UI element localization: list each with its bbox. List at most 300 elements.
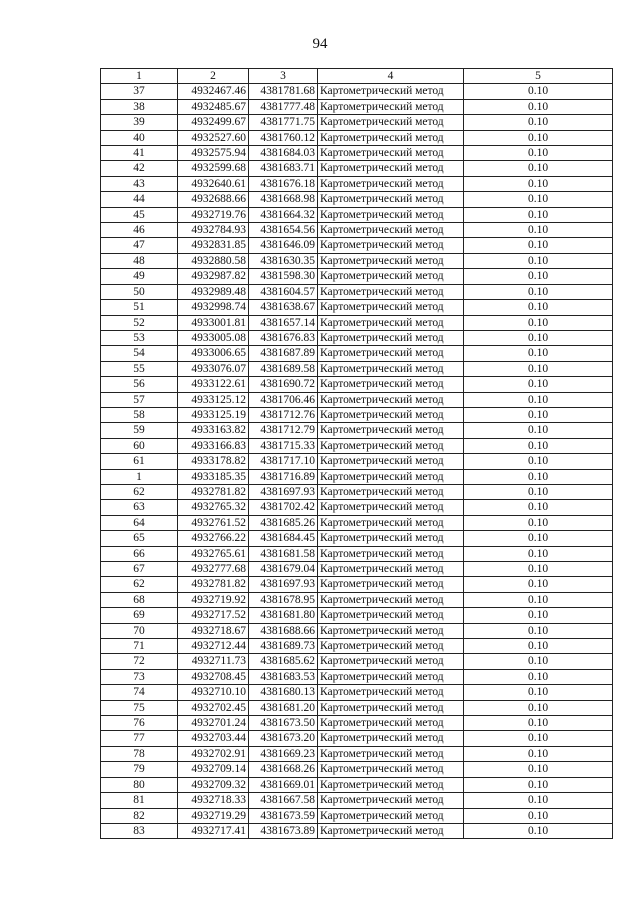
x-coordinate-cell: 4932702.45	[178, 700, 249, 715]
method-cell: Картометрический метод	[318, 130, 464, 145]
table-row	[101, 639, 613, 654]
point-number-cell: 52	[101, 315, 178, 330]
point-number-cell: 45	[101, 207, 178, 222]
accuracy-cell: 0.10	[464, 546, 613, 561]
method-cell: Картометрический метод	[318, 608, 464, 623]
method-cell: Картометрический метод	[318, 315, 464, 330]
accuracy-cell: 0.10	[464, 685, 613, 700]
point-number-cell: 83	[101, 823, 178, 838]
table-row	[101, 608, 613, 623]
point-number-cell: 50	[101, 284, 178, 299]
y-coordinate-cell: 4381712.79	[249, 423, 318, 438]
x-coordinate-cell: 4933185.35	[178, 469, 249, 484]
x-coordinate-cell: 4932717.52	[178, 608, 249, 623]
y-coordinate-cell: 4381664.32	[249, 207, 318, 222]
table-body	[101, 84, 613, 839]
x-coordinate-cell: 4932761.52	[178, 515, 249, 530]
x-coordinate-cell: 4933178.82	[178, 454, 249, 469]
table-row	[101, 685, 613, 700]
accuracy-cell: 0.10	[464, 300, 613, 315]
point-number-cell: 71	[101, 639, 178, 654]
point-number-cell: 80	[101, 777, 178, 792]
method-cell: Картометрический метод	[318, 777, 464, 792]
x-coordinate-cell: 4933163.82	[178, 423, 249, 438]
x-coordinate-cell: 4932711.73	[178, 654, 249, 669]
y-coordinate-cell: 4381685.26	[249, 515, 318, 530]
header-col-5: 5	[464, 69, 613, 84]
y-coordinate-cell: 4381654.56	[249, 223, 318, 238]
point-number-cell: 70	[101, 623, 178, 638]
x-coordinate-cell: 4933005.08	[178, 330, 249, 345]
y-coordinate-cell: 4381688.66	[249, 623, 318, 638]
x-coordinate-cell: 4932781.82	[178, 484, 249, 499]
y-coordinate-cell: 4381689.73	[249, 639, 318, 654]
point-number-cell: 82	[101, 808, 178, 823]
x-coordinate-cell: 4932831.85	[178, 238, 249, 253]
table-row	[101, 130, 613, 145]
method-cell: Картометрический метод	[318, 238, 464, 253]
accuracy-cell: 0.10	[464, 808, 613, 823]
y-coordinate-cell: 4381630.35	[249, 253, 318, 268]
accuracy-cell: 0.10	[464, 731, 613, 746]
y-coordinate-cell: 4381681.20	[249, 700, 318, 715]
x-coordinate-cell: 4932777.68	[178, 562, 249, 577]
point-number-cell: 76	[101, 716, 178, 731]
accuracy-cell: 0.10	[464, 793, 613, 808]
accuracy-cell: 0.10	[464, 377, 613, 392]
x-coordinate-cell: 4932719.29	[178, 808, 249, 823]
accuracy-cell: 0.10	[464, 469, 613, 484]
table-row	[101, 454, 613, 469]
table-row	[101, 300, 613, 315]
table-row	[101, 823, 613, 838]
method-cell: Картометрический метод	[318, 592, 464, 607]
accuracy-cell: 0.10	[464, 115, 613, 130]
table-row	[101, 484, 613, 499]
method-cell: Картометрический метод	[318, 269, 464, 284]
point-number-cell: 60	[101, 438, 178, 453]
x-coordinate-cell: 4932987.82	[178, 269, 249, 284]
y-coordinate-cell: 4381697.93	[249, 484, 318, 499]
accuracy-cell: 0.10	[464, 346, 613, 361]
table-row	[101, 176, 613, 191]
x-coordinate-cell: 4932880.58	[178, 253, 249, 268]
accuracy-cell: 0.10	[464, 484, 613, 499]
accuracy-cell: 0.10	[464, 223, 613, 238]
y-coordinate-cell: 4381604.57	[249, 284, 318, 299]
table-row	[101, 223, 613, 238]
table-row	[101, 500, 613, 515]
method-cell: Картометрический метод	[318, 192, 464, 207]
method-cell: Картометрический метод	[318, 99, 464, 114]
table-row	[101, 207, 613, 222]
y-coordinate-cell: 4381685.62	[249, 654, 318, 669]
table-row	[101, 592, 613, 607]
x-coordinate-cell: 4932989.48	[178, 284, 249, 299]
x-coordinate-cell: 4932709.32	[178, 777, 249, 792]
table-row	[101, 716, 613, 731]
y-coordinate-cell: 4381638.67	[249, 300, 318, 315]
x-coordinate-cell: 4932710.10	[178, 685, 249, 700]
method-cell: Картометрический метод	[318, 207, 464, 222]
method-cell: Картометрический метод	[318, 716, 464, 731]
table-row	[101, 392, 613, 407]
table-row	[101, 808, 613, 823]
x-coordinate-cell: 4932709.14	[178, 762, 249, 777]
accuracy-cell: 0.10	[464, 515, 613, 530]
y-coordinate-cell: 4381680.13	[249, 685, 318, 700]
accuracy-cell: 0.10	[464, 762, 613, 777]
y-coordinate-cell: 4381684.03	[249, 146, 318, 161]
table-row	[101, 469, 613, 484]
method-cell: Картометрический метод	[318, 161, 464, 176]
method-cell: Картометрический метод	[318, 407, 464, 422]
x-coordinate-cell: 4933122.61	[178, 377, 249, 392]
point-number-cell: 54	[101, 346, 178, 361]
header-col-4: 4	[318, 69, 464, 84]
table-row	[101, 84, 613, 99]
point-number-cell: 78	[101, 746, 178, 761]
method-cell: Картометрический метод	[318, 438, 464, 453]
accuracy-cell: 0.10	[464, 639, 613, 654]
accuracy-cell: 0.10	[464, 161, 613, 176]
point-number-cell: 38	[101, 99, 178, 114]
point-number-cell: 51	[101, 300, 178, 315]
method-cell: Картометрический метод	[318, 500, 464, 515]
y-coordinate-cell: 4381678.95	[249, 592, 318, 607]
y-coordinate-cell: 4381697.93	[249, 577, 318, 592]
coordinates-table	[100, 68, 613, 839]
table-row	[101, 762, 613, 777]
method-cell: Картометрический метод	[318, 454, 464, 469]
y-coordinate-cell: 4381673.89	[249, 823, 318, 838]
table-row	[101, 161, 613, 176]
accuracy-cell: 0.10	[464, 146, 613, 161]
point-number-cell: 57	[101, 392, 178, 407]
point-number-cell: 58	[101, 407, 178, 422]
table-row	[101, 562, 613, 577]
method-cell: Картометрический метод	[318, 330, 464, 345]
method-cell: Картометрический метод	[318, 577, 464, 592]
point-number-cell: 53	[101, 330, 178, 345]
accuracy-cell: 0.10	[464, 669, 613, 684]
x-coordinate-cell: 4932718.67	[178, 623, 249, 638]
table-row	[101, 99, 613, 114]
point-number-cell: 56	[101, 377, 178, 392]
accuracy-cell: 0.10	[464, 330, 613, 345]
method-cell: Картометрический метод	[318, 423, 464, 438]
x-coordinate-cell: 4933125.12	[178, 392, 249, 407]
accuracy-cell: 0.10	[464, 592, 613, 607]
x-coordinate-cell: 4932766.22	[178, 531, 249, 546]
y-coordinate-cell: 4381683.53	[249, 669, 318, 684]
x-coordinate-cell: 4932688.66	[178, 192, 249, 207]
y-coordinate-cell: 4381667.58	[249, 793, 318, 808]
point-number-cell: 73	[101, 669, 178, 684]
method-cell: Картометрический метод	[318, 392, 464, 407]
y-coordinate-cell: 4381681.58	[249, 546, 318, 561]
table-row	[101, 361, 613, 376]
y-coordinate-cell: 4381657.14	[249, 315, 318, 330]
accuracy-cell: 0.10	[464, 238, 613, 253]
table-row	[101, 777, 613, 792]
accuracy-cell: 0.10	[464, 192, 613, 207]
x-coordinate-cell: 4932719.76	[178, 207, 249, 222]
method-cell: Картометрический метод	[318, 146, 464, 161]
method-cell: Картометрический метод	[318, 623, 464, 638]
method-cell: Картометрический метод	[318, 669, 464, 684]
method-cell: Картометрический метод	[318, 823, 464, 838]
accuracy-cell: 0.10	[464, 531, 613, 546]
point-number-cell: 62	[101, 484, 178, 499]
method-cell: Картометрический метод	[318, 300, 464, 315]
method-cell: Картометрический метод	[318, 361, 464, 376]
point-number-cell: 49	[101, 269, 178, 284]
y-coordinate-cell: 4381715.33	[249, 438, 318, 453]
y-coordinate-cell: 4381781.68	[249, 84, 318, 99]
y-coordinate-cell: 4381717.10	[249, 454, 318, 469]
accuracy-cell: 0.10	[464, 623, 613, 638]
x-coordinate-cell: 4932575.94	[178, 146, 249, 161]
accuracy-cell: 0.10	[464, 284, 613, 299]
accuracy-cell: 0.10	[464, 84, 613, 99]
point-number-cell: 65	[101, 531, 178, 546]
point-number-cell: 39	[101, 115, 178, 130]
method-cell: Картометрический метод	[318, 731, 464, 746]
point-number-cell: 81	[101, 793, 178, 808]
x-coordinate-cell: 4932784.93	[178, 223, 249, 238]
accuracy-cell: 0.10	[464, 361, 613, 376]
y-coordinate-cell: 4381669.23	[249, 746, 318, 761]
y-coordinate-cell: 4381668.26	[249, 762, 318, 777]
y-coordinate-cell: 4381676.18	[249, 176, 318, 191]
point-number-cell: 69	[101, 608, 178, 623]
x-coordinate-cell: 4932718.33	[178, 793, 249, 808]
method-cell: Картометрический метод	[318, 115, 464, 130]
header-col-3: 3	[249, 69, 318, 84]
table-row	[101, 146, 613, 161]
table-row	[101, 546, 613, 561]
point-number-cell: 77	[101, 731, 178, 746]
accuracy-cell: 0.10	[464, 654, 613, 669]
point-number-cell: 79	[101, 762, 178, 777]
table-row	[101, 700, 613, 715]
method-cell: Картометрический метод	[318, 762, 464, 777]
method-cell: Картометрический метод	[318, 639, 464, 654]
accuracy-cell: 0.10	[464, 176, 613, 191]
table-row	[101, 407, 613, 422]
y-coordinate-cell: 4381673.20	[249, 731, 318, 746]
table-row	[101, 269, 613, 284]
method-cell: Картометрический метод	[318, 469, 464, 484]
y-coordinate-cell: 4381673.59	[249, 808, 318, 823]
point-number-cell: 64	[101, 515, 178, 530]
method-cell: Картометрический метод	[318, 808, 464, 823]
x-coordinate-cell: 4933166.83	[178, 438, 249, 453]
method-cell: Картометрический метод	[318, 515, 464, 530]
method-cell: Картометрический метод	[318, 176, 464, 191]
table-row	[101, 623, 613, 638]
point-number-cell: 1	[101, 469, 178, 484]
x-coordinate-cell: 4932599.68	[178, 161, 249, 176]
table-row	[101, 346, 613, 361]
y-coordinate-cell: 4381598.30	[249, 269, 318, 284]
x-coordinate-cell: 4933076.07	[178, 361, 249, 376]
header-col-2: 2	[178, 69, 249, 84]
y-coordinate-cell: 4381683.71	[249, 161, 318, 176]
point-number-cell: 63	[101, 500, 178, 515]
accuracy-cell: 0.10	[464, 253, 613, 268]
point-number-cell: 44	[101, 192, 178, 207]
accuracy-cell: 0.10	[464, 315, 613, 330]
point-number-cell: 67	[101, 562, 178, 577]
table-row	[101, 654, 613, 669]
point-number-cell: 48	[101, 253, 178, 268]
y-coordinate-cell: 4381702.42	[249, 500, 318, 515]
accuracy-cell: 0.10	[464, 392, 613, 407]
y-coordinate-cell: 4381687.89	[249, 346, 318, 361]
method-cell: Картометрический метод	[318, 223, 464, 238]
accuracy-cell: 0.10	[464, 423, 613, 438]
y-coordinate-cell: 4381771.75	[249, 115, 318, 130]
point-number-cell: 40	[101, 130, 178, 145]
method-cell: Картометрический метод	[318, 562, 464, 577]
x-coordinate-cell: 4933125.19	[178, 407, 249, 422]
table-row	[101, 330, 613, 345]
point-number-cell: 41	[101, 146, 178, 161]
table-row	[101, 577, 613, 592]
method-cell: Картометрический метод	[318, 546, 464, 561]
point-number-cell: 42	[101, 161, 178, 176]
accuracy-cell: 0.10	[464, 823, 613, 838]
table-row	[101, 793, 613, 808]
table-row	[101, 192, 613, 207]
y-coordinate-cell: 4381679.04	[249, 562, 318, 577]
table-row	[101, 423, 613, 438]
method-cell: Картометрический метод	[318, 793, 464, 808]
x-coordinate-cell: 4932701.24	[178, 716, 249, 731]
method-cell: Картометрический метод	[318, 531, 464, 546]
method-cell: Картометрический метод	[318, 284, 464, 299]
y-coordinate-cell: 4381760.12	[249, 130, 318, 145]
page-number: 94	[312, 36, 328, 52]
y-coordinate-cell: 4381673.50	[249, 716, 318, 731]
point-number-cell: 37	[101, 84, 178, 99]
table-row	[101, 253, 613, 268]
x-coordinate-cell: 4932499.67	[178, 115, 249, 130]
accuracy-cell: 0.10	[464, 777, 613, 792]
x-coordinate-cell: 4932717.41	[178, 823, 249, 838]
table-header	[101, 69, 613, 84]
y-coordinate-cell: 4381716.89	[249, 469, 318, 484]
accuracy-cell: 0.10	[464, 746, 613, 761]
accuracy-cell: 0.10	[464, 500, 613, 515]
x-coordinate-cell: 4932708.45	[178, 669, 249, 684]
x-coordinate-cell: 4932640.61	[178, 176, 249, 191]
x-coordinate-cell: 4932719.92	[178, 592, 249, 607]
table-row	[101, 377, 613, 392]
method-cell: Картометрический метод	[318, 484, 464, 499]
y-coordinate-cell: 4381706.46	[249, 392, 318, 407]
accuracy-cell: 0.10	[464, 269, 613, 284]
point-number-cell: 55	[101, 361, 178, 376]
x-coordinate-cell: 4932781.82	[178, 577, 249, 592]
point-number-cell: 59	[101, 423, 178, 438]
method-cell: Картометрический метод	[318, 700, 464, 715]
method-cell: Картометрический метод	[318, 685, 464, 700]
accuracy-cell: 0.10	[464, 207, 613, 222]
x-coordinate-cell: 4932998.74	[178, 300, 249, 315]
y-coordinate-cell: 4381689.58	[249, 361, 318, 376]
y-coordinate-cell: 4381777.48	[249, 99, 318, 114]
y-coordinate-cell: 4381712.76	[249, 407, 318, 422]
x-coordinate-cell: 4933001.81	[178, 315, 249, 330]
method-cell: Картометрический метод	[318, 84, 464, 99]
y-coordinate-cell: 4381681.80	[249, 608, 318, 623]
table-row	[101, 746, 613, 761]
accuracy-cell: 0.10	[464, 99, 613, 114]
accuracy-cell: 0.10	[464, 438, 613, 453]
table-row	[101, 115, 613, 130]
method-cell: Картометрический метод	[318, 253, 464, 268]
accuracy-cell: 0.10	[464, 562, 613, 577]
accuracy-cell: 0.10	[464, 608, 613, 623]
method-cell: Картометрический метод	[318, 377, 464, 392]
point-number-cell: 61	[101, 454, 178, 469]
table-row	[101, 315, 613, 330]
y-coordinate-cell: 4381668.98	[249, 192, 318, 207]
y-coordinate-cell: 4381676.83	[249, 330, 318, 345]
x-coordinate-cell: 4932527.60	[178, 130, 249, 145]
table-row	[101, 731, 613, 746]
accuracy-cell: 0.10	[464, 130, 613, 145]
table-row	[101, 238, 613, 253]
point-number-cell: 75	[101, 700, 178, 715]
accuracy-cell: 0.10	[464, 577, 613, 592]
point-number-cell: 68	[101, 592, 178, 607]
x-coordinate-cell: 4932485.67	[178, 99, 249, 114]
header-col-1: 1	[101, 69, 178, 84]
x-coordinate-cell: 4932765.32	[178, 500, 249, 515]
table-row	[101, 669, 613, 684]
method-cell: Картометрический метод	[318, 654, 464, 669]
accuracy-cell: 0.10	[464, 407, 613, 422]
y-coordinate-cell: 4381646.09	[249, 238, 318, 253]
point-number-cell: 43	[101, 176, 178, 191]
point-number-cell: 62	[101, 577, 178, 592]
x-coordinate-cell: 4932703.44	[178, 731, 249, 746]
y-coordinate-cell: 4381690.72	[249, 377, 318, 392]
point-number-cell: 72	[101, 654, 178, 669]
y-coordinate-cell: 4381684.45	[249, 531, 318, 546]
table-row	[101, 515, 613, 530]
accuracy-cell: 0.10	[464, 700, 613, 715]
accuracy-cell: 0.10	[464, 716, 613, 731]
y-coordinate-cell: 4381669.01	[249, 777, 318, 792]
x-coordinate-cell: 4932765.61	[178, 546, 249, 561]
header-row	[101, 69, 613, 84]
x-coordinate-cell: 4932467.46	[178, 84, 249, 99]
x-coordinate-cell: 4933006.65	[178, 346, 249, 361]
point-number-cell: 74	[101, 685, 178, 700]
table-row	[101, 438, 613, 453]
x-coordinate-cell: 4932712.44	[178, 639, 249, 654]
x-coordinate-cell: 4932702.91	[178, 746, 249, 761]
method-cell: Картометрический метод	[318, 746, 464, 761]
point-number-cell: 46	[101, 223, 178, 238]
point-number-cell: 47	[101, 238, 178, 253]
table-row	[101, 284, 613, 299]
